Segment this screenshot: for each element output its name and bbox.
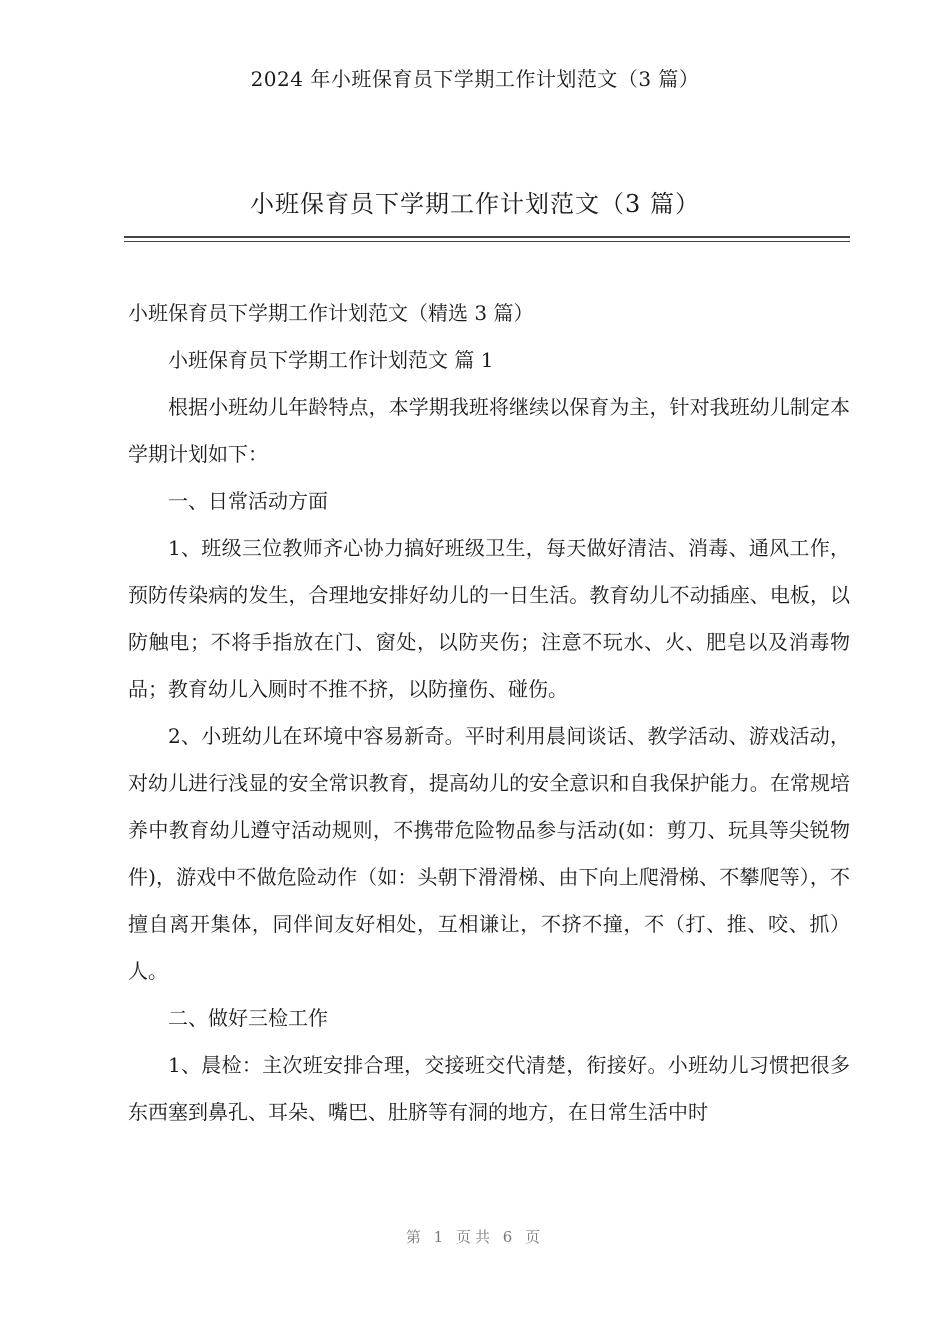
paragraph-subtitle: 小班保育员下学期工作计划范文（精选 3 篇） — [128, 301, 534, 325]
paragraph-item-1: 1、班级三位教师齐心协力搞好班级卫生，每天做好清洁、消毒、通风工作，预防传染病的发生，合理地安排好幼儿的一日生活。教育幼儿不动插座、电板，以防触电；不将手指放在门、窗处，以防夹伤；注意不玩水、火、肥皂以及消毒物品；教育幼儿入厕时不推不挤，以防撞伤、碰伤。 — [128, 536, 850, 701]
paragraph-morning-check: 1、晨检：主次班安排合理，交接班交代清楚，衔接好。小班幼儿习惯把很多东西塞到鼻孔、耳朵、嘴巴、肚脐等有洞的地方，在日常生活中时 — [128, 1053, 850, 1124]
paragraph-item-2: 2、小班幼儿在环境中容易新奇。平时利用晨间谈话、教学活动、游戏活动，对幼儿进行浅显的安全常识教育，提高幼儿的安全意识和自我保护能力。在常规培养中教育幼儿遵守活动规则，不携带危险物品参与活动(如：剪刀、玩具等尖锐物件)，游戏中不做危险动作（如：头朝下滑滑梯、由下向上爬滑梯、不攀爬等），不擅自离开集体，同伴间友好相处，互相谦让，不挤不撞，不（打、推、咬、抓）人。 — [128, 724, 850, 983]
title-divider — [124, 236, 850, 242]
paragraph-heading-three-checks: 二、做好三检工作 — [168, 1006, 328, 1030]
paragraph-intro: 根据小班幼儿年龄特点，本学期我班将继续以保育为主，针对我班幼儿制定本学期计划如下： — [128, 395, 850, 466]
paragraph-section-heading: 小班保育员下学期工作计划范文 篇 1 — [168, 348, 494, 372]
document-body — [128, 290, 850, 1136]
page-header-title: 2024 年小班保育员下学期工作计划范文（3 篇） — [250, 67, 700, 91]
page-footer-number: 第 1 页共 6 页 — [405, 1228, 545, 1246]
document-title: 小班保育员下学期工作计划范文（3 篇） — [250, 190, 700, 218]
paragraph-heading-daily-activities: 一、日常活动方面 — [168, 489, 328, 513]
